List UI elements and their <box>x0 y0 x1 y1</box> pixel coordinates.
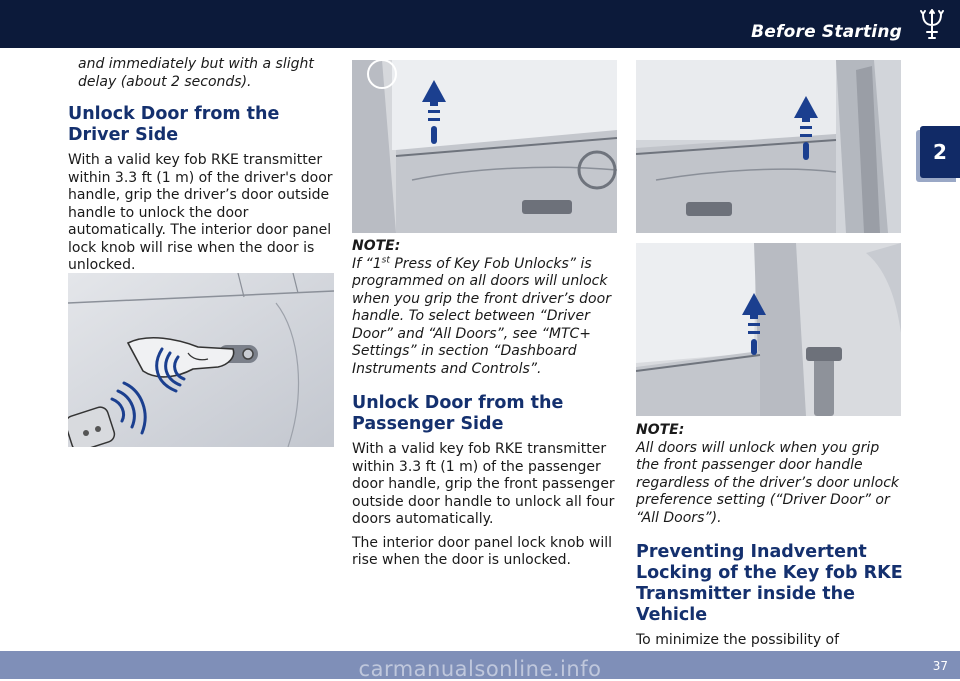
column-2 <box>352 238 620 576</box>
heading-driver-side: Unlock Door from the Driver Side <box>68 104 280 145</box>
note-label-2: NOTE: <box>636 422 685 438</box>
page-number: 37 <box>932 659 948 673</box>
passenger-side-body-2: The interior door panel lock knob will rise when the door is unlocked. <box>352 534 612 568</box>
passenger-door-lock-knob-illustration <box>636 60 901 233</box>
note-all-doors: All doors will unlock when you grip the front passenger door handle regardless of the driver’s door unlock preference setting (“Driver Door” or “All Doors”). <box>636 439 899 526</box>
chapter-tab: 2 <box>920 126 960 178</box>
column-1 <box>68 56 336 281</box>
rear-door-lock-knob-illustration <box>636 243 901 416</box>
trident-logo-icon <box>918 8 946 42</box>
note-label: NOTE: <box>352 238 401 254</box>
note-driver-door: If “1st Press of Key Fob Unlocks” is programmed on all doors will unlock when you grip the front driver’s door handle. To select between “Driver Door” and “All Doors”, see “MTC+ Settings” in section “Dashboard Instruments and Controls”. <box>352 254 611 377</box>
heading-preventing-locking: Preventing Inadvertent Locking of the Key fob RKE Transmitter inside the Vehicle <box>636 542 903 625</box>
heading-passenger-side: Unlock Door from the Passenger Side <box>352 393 564 434</box>
driver-door-lock-knob-illustration <box>352 60 617 233</box>
driver-side-body: With a valid key fob RKE transmitter within 3.3 ft (1 m) of the driver's door handle, grip the driver’s door outside handle to unlock the door automatically. The interior door panel lock knob will rise when the door is unlocked. <box>68 152 333 273</box>
footer-bar <box>0 651 960 679</box>
passenger-side-body-1: With a valid key fob RKE transmitter within 3.3 ft (1 m) of the passenger door handle, grip the front passenger outside door handle to unlock all four doors automatically. <box>352 441 615 527</box>
section-title: Before Starting <box>751 22 902 42</box>
column-3 <box>636 422 904 673</box>
intro-text: and immediately but with a slight delay (about 2 seconds). <box>78 56 314 90</box>
watermark-text: carmanualsonline.info <box>358 657 602 681</box>
header-bar <box>0 0 960 48</box>
preventing-locking-body: To minimize the possibility of <box>636 632 840 648</box>
door-handle-illustration <box>68 273 334 447</box>
